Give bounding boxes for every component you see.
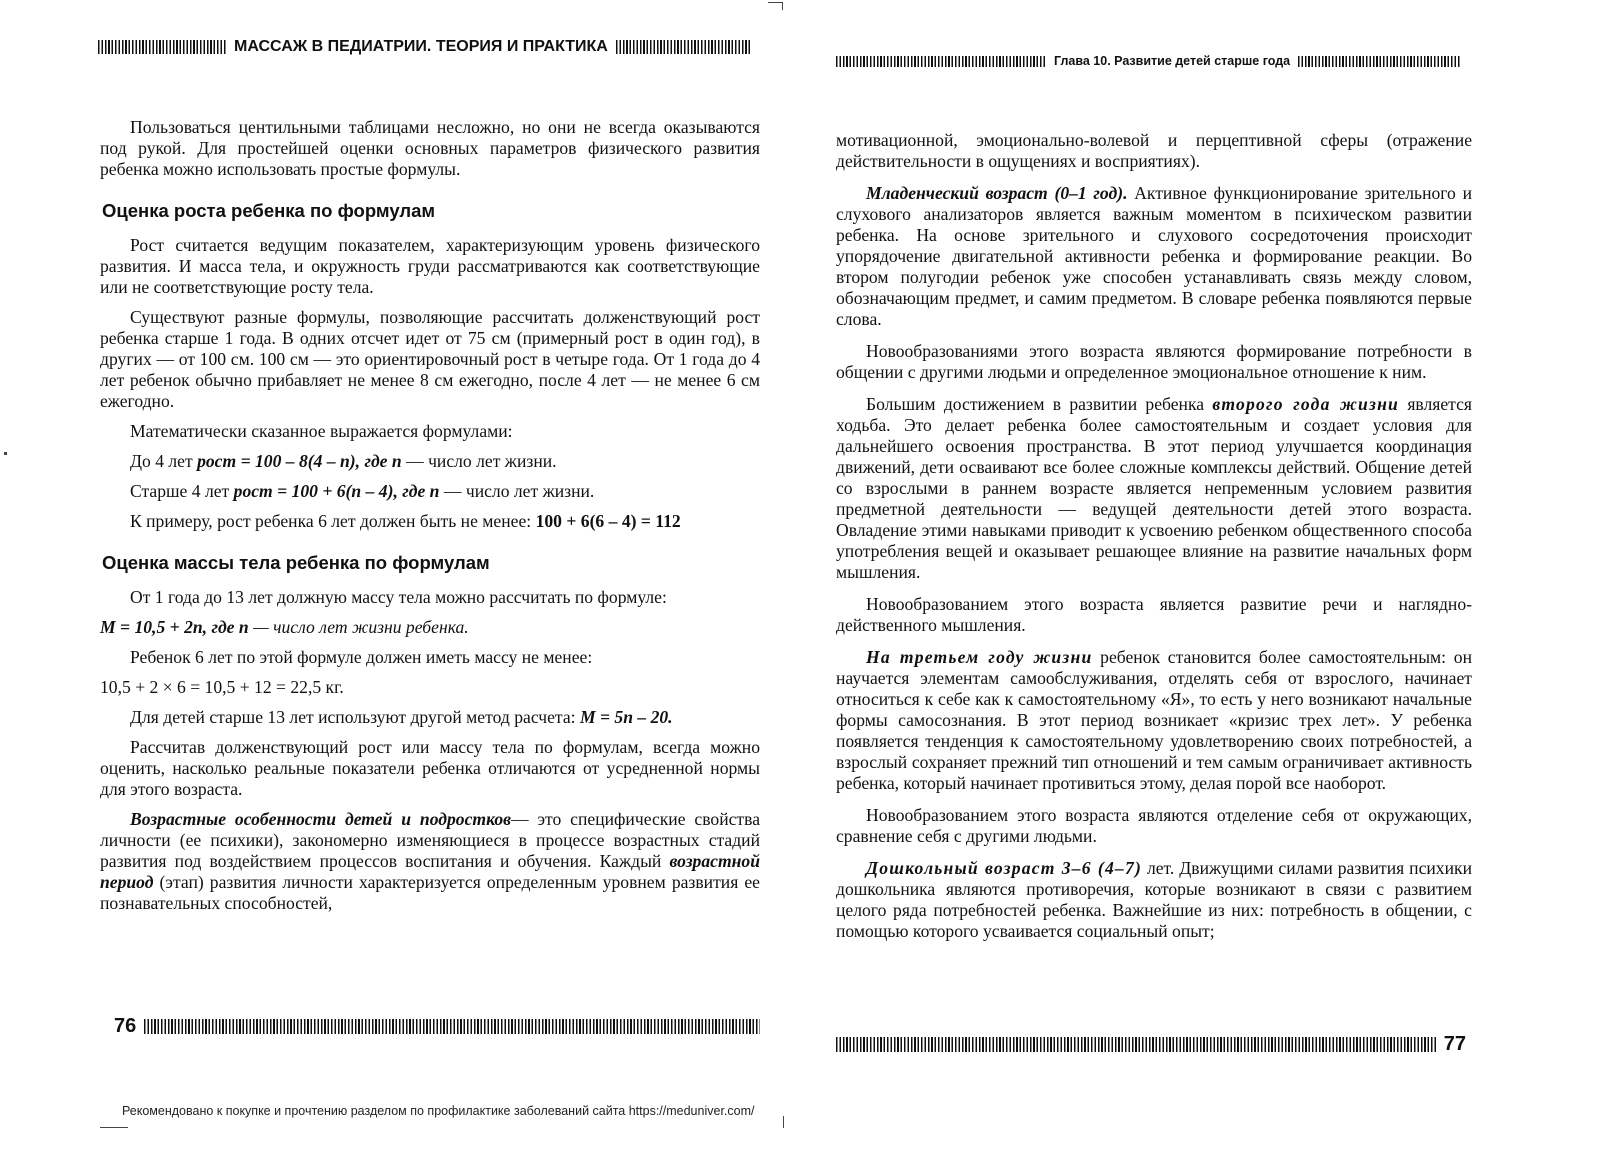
paragraph: Новообразованием этого возраста являются отделение себя от окружающих, сравнение себя с другими людьми.: [836, 805, 1472, 846]
paragraph-text: лет. Движущими силами развития психики дошкольника являются противоречия, которые возникают в связи с развитием целого ряда потребностей ребенка. Важнейшие из них: потребность в общении, с помощью которого усваивается социальный опыт;: [836, 858, 1472, 941]
term: Возрастные особенности детей и подростков: [130, 809, 511, 829]
formula-suffix: — число лет жизни.: [401, 451, 557, 471]
example-text: К примеру, рост ребенка 6 лет должен быть не менее:: [130, 511, 536, 531]
term: На третьем году жизни: [866, 647, 1093, 667]
paragraph-age-features: [100, 809, 760, 914]
paragraph-text: ребенок становится более самостоятельным: он научается элементам самообслуживания, отделять себя от взрослого, начинает относиться к себе как к самостоятельному «Я», то есть у него возникают начальные формы самосознания. В этот период возникает «кризис трех лет». У ребенка появляется тенденция к самостоятельному удовлетворению своих потребностей, а взрослый сохраняет прежний тип отношений и тем самым ограничивает активность ребенка, который начинает противиться этому, делая порой все наоборот.: [836, 647, 1473, 793]
section-heading-growth: Оценка роста ребенка по формулам: [102, 200, 436, 221]
formula-prefix: До 4 лет: [130, 451, 198, 471]
formula-suffix: — число лет жизни.: [439, 481, 595, 501]
paragraph: Существуют разные формулы, позволяющие рассчитать долженствующий рост ребенка старше 1 года. В одних отсчет идет от 75 см (примерный рост в один год), в других — от 100 см. 100 см — это ориентировочный рост в четыре года. От 1 года до 4 лет ребенок обычно прибавляет не менее 8 см ежегодно, после 4 лет — не менее 6 см ежегодно.: [100, 307, 760, 411]
formula-under-4: [100, 451, 760, 472]
paragraph: Рост считается ведущим показателем, характеризующим уровень физического развития. И масса тела, и окружность груди рассматриваются как соответствующие или не соответствующие росту тела.: [100, 235, 760, 297]
paragraph-third-year: [836, 647, 1472, 794]
right-page: [800, 0, 1600, 1152]
term: Младенческий возраст (0–1 год).: [866, 183, 1128, 203]
formula-expression: рост = 100 + 6(n – 4), где n: [233, 481, 440, 501]
paragraph-text: является ходьба. Это делает ребенка более самостоятельным и создает условия для дальнейшего освоения пространства. В этот период улучшается координация движений, дети осваивают все более сложные комплексы действий. Общение детей со взрослыми в раннем возрасте является непременным условием развития предметной деятельности — ведущей деятельности детей этого возраста. Овладение этими навыками приводит к усвоению ребенком общественного способа употребления вещей и оказывает решающее влияние на развитие начальных форм мышления.: [836, 394, 1472, 582]
crop-mark: [783, 1116, 784, 1128]
formula-over-4: [100, 481, 760, 502]
term: Дошкольный возраст 3–6 (4–7): [866, 858, 1143, 878]
right-text-column: [836, 130, 1472, 953]
crop-mark: [100, 1127, 128, 1128]
page-number: 77: [1443, 1033, 1466, 1055]
formula-prefix: Для детей старше 13 лет используют другой метод расчета:: [130, 707, 580, 727]
paragraph-text: Большим достижением в развитии ребенка: [866, 394, 1213, 414]
formula-suffix: — число лет жизни ребенка.: [248, 617, 469, 637]
footer-rule: [144, 1019, 760, 1034]
formula-prefix: Старше 4 лет: [130, 481, 234, 501]
paragraph: От 1 года до 13 лет должную массу тела можно рассчитать по формуле:: [130, 587, 667, 607]
book-title: МАССАЖ В ПЕДИАТРИИ. ТЕОРИЯ И ПРАКТИКА: [234, 38, 608, 55]
paragraph-text: — это специфические свойства личности (ее психики), закономерно изменяющиеся в процессе возрастных стадий развития под воздействием процессов воспитания и обучения. Каждый: [100, 809, 761, 871]
right-running-head: [836, 54, 1468, 68]
header-rule: [98, 40, 226, 54]
chapter-title: Глава 10. Развитие детей старше года: [1054, 54, 1291, 68]
formula-over-13: [100, 707, 760, 728]
crop-mark: [782, 2, 783, 10]
paragraph: Математически сказанное выражается формулами:: [130, 421, 513, 441]
formula-expression: M = 10,5 + 2n, где n: [100, 617, 249, 637]
left-text-column: [100, 117, 760, 923]
term: возрастной период: [100, 851, 760, 892]
section-heading-mass: Оценка массы тела ребенка по формулам: [102, 552, 490, 573]
example-formula: 100 + 6(6 – 4) = 112: [535, 511, 681, 531]
paragraph-infancy: [836, 183, 1472, 330]
calculation: 10,5 + 2 × 6 = 10,5 + 12 = 22,5 кг.: [100, 677, 344, 697]
formula-expression: рост = 100 – 8(4 – n), где n: [197, 451, 402, 471]
scan-artifact: [4, 452, 7, 455]
paragraph-text: Активное функционирование зрительного и слухового анализаторов является важным моментом в психическом развитии ребенка. На основе зрительного и слухового сосредоточения происходит упорядочение двигательной активности ребенка и формирование реакции. Во втором полугодии ребенок уже способен устанавливать связь между словом, обозначающим предмет, и самим предметом. В словаре ребенка появляются первые слова.: [836, 183, 1472, 329]
formula-expression: M = 5n – 20.: [579, 707, 673, 727]
recommendation-note: Рекомендовано к покупке и прочтению разделом по профилактике заболеваний сайта https://meduniver.com/: [122, 1104, 755, 1118]
page-number: 76: [114, 1015, 137, 1037]
paragraph: Пользоваться центильными таблицами несложно, но они не всегда оказываются под рукой. Для простейшей оценки основных параметров физического развития ребенка можно использовать простые формулы.: [100, 117, 760, 179]
paragraph-preschool: [836, 858, 1472, 942]
left-footer: [114, 1015, 760, 1038]
right-footer: [836, 1033, 1466, 1056]
paragraph: Новообразованиями этого возраста являются формирование потребности в общении с другими людьми и определенное эмоциональное отношение к ним.: [836, 341, 1472, 382]
example-growth: [100, 511, 760, 532]
term: второго года жизни: [1212, 394, 1400, 414]
paragraph: мотивационной, эмоционально-волевой и перцептивной сферы (отражение действительности в ощущениях и восприятиях).: [836, 130, 1472, 171]
header-rule: [836, 56, 1046, 67]
paragraph-second-year: [836, 394, 1472, 583]
footer-rule: [836, 1037, 1436, 1052]
paragraph: Ребенок 6 лет по этой формуле должен иметь массу не менее:: [130, 647, 593, 667]
crop-mark: [768, 2, 782, 3]
paragraph-text: (этап) развития личности характеризуется определенным уровнем развития ее познавательных способностей,: [100, 872, 760, 913]
header-rule: [1298, 56, 1460, 67]
header-rule: [616, 40, 750, 54]
left-running-head: [98, 38, 758, 56]
paragraph: Рассчитав долженствующий рост или массу тела по формулам, всегда можно оценить, насколько реальные показатели ребенка отличаются от усредненной нормы для этого возраста.: [100, 737, 760, 799]
formula-mass: [100, 617, 760, 638]
paragraph: Новообразованием этого возраста является развитие речи и наглядно-действенного мышления.: [836, 594, 1472, 635]
